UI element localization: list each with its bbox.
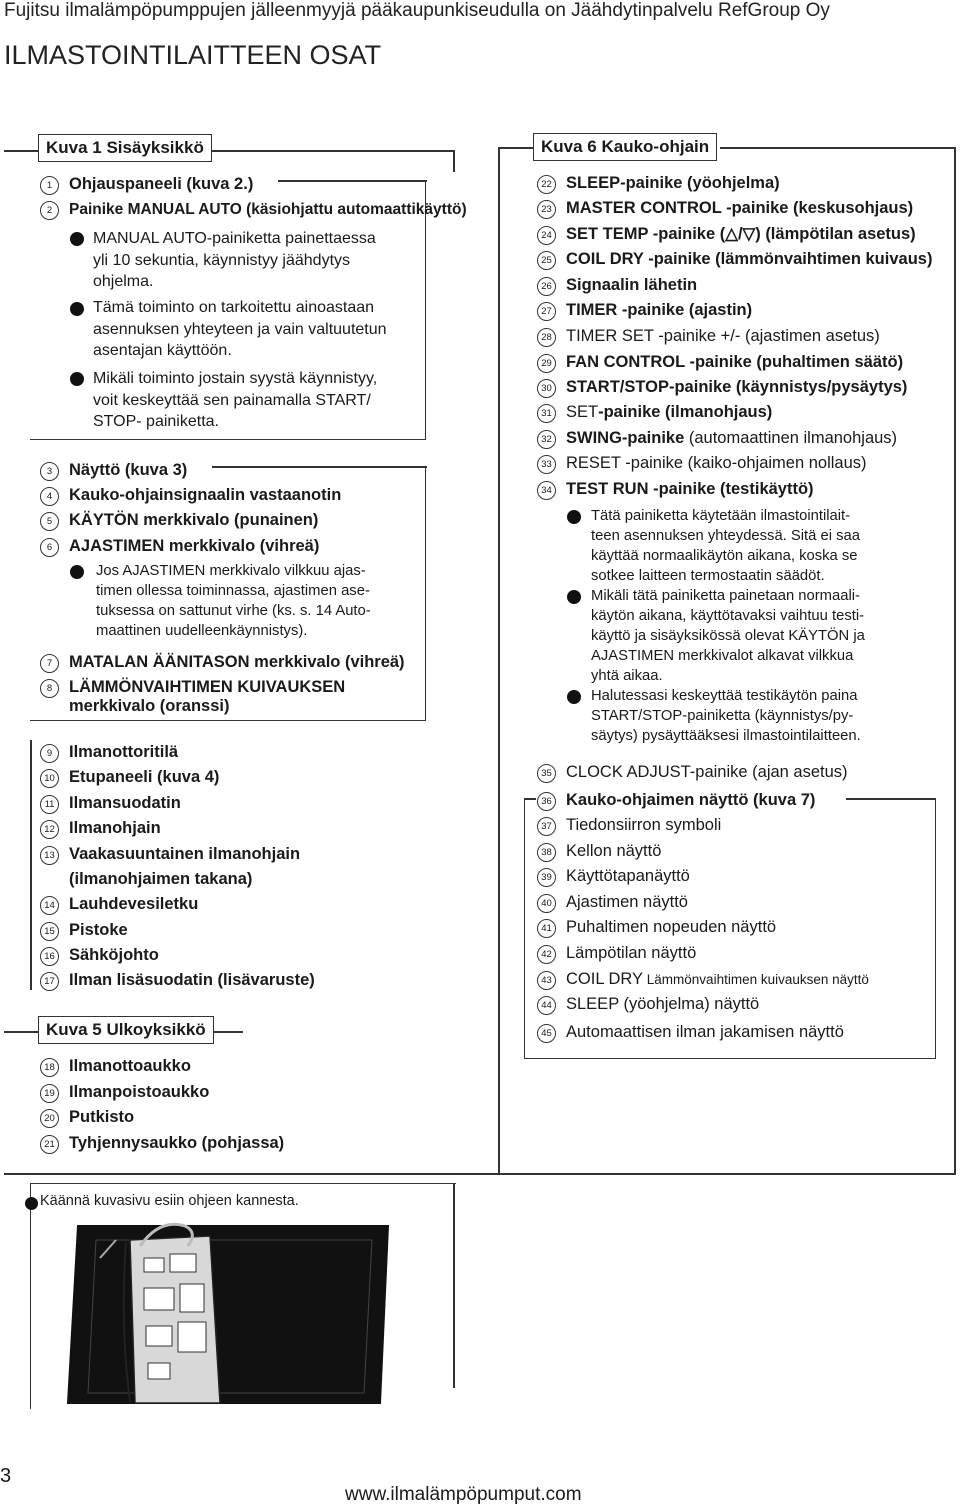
bullet-text [93,297,387,362]
item-text: (automaattinen ilmanohjaus) [684,429,898,447]
item-text: Lämpötilan näyttö [566,944,697,962]
item-number: 13 [40,846,59,865]
list-item [537,325,880,347]
item-text: Kellon näyttö [566,842,662,860]
divider-line [846,798,936,800]
item-number: 12 [40,820,59,839]
list-item [40,817,161,839]
text-line: säytys) pysäyttääksesi ilmastointilaitteen. [591,728,861,744]
item-text: TEST RUN -painike (testikäyttö) [566,480,814,498]
item-text: Ilmansuodatin [69,794,181,812]
item-text: Lauhdevesiletku [69,895,199,913]
item-number: 17 [40,972,59,991]
divider-line [720,147,956,149]
item-number: 44 [537,996,556,1015]
list-item [537,172,780,194]
text-line: ohjelma. [93,273,154,290]
text-line: Tämä toiminto on tarkoitettu ainoastaan [93,299,375,316]
list-item [40,944,159,966]
list-item-continuation: merkkivalo (oranssi) [69,697,230,715]
item-number: 10 [40,769,59,788]
divider-line [4,1173,956,1175]
list-item [537,274,697,296]
list-item [537,789,821,811]
bullet-icon [567,690,581,704]
divider-line [954,147,956,1174]
item-number: 14 [40,896,59,915]
text-line: Tätä painiketta käytetään ilmastointilait- [591,508,851,524]
list-item [537,299,752,321]
text-line: maattinen uudelleenkäynnistys). [96,623,308,639]
list-item [537,401,772,423]
item-text: MASTER CONTROL -painike (keskusohjaus) [566,199,914,217]
item-number: 18 [40,1058,59,1077]
item-text: AJASTIMEN merkkivalo (vihreä) [69,537,320,555]
item-number: 28 [537,328,556,347]
item-text: MATALAN ÄÄNITASON merkkivalo (vihreä) [69,653,405,671]
item-text: Vaakasuuntainen ilmanohjain [69,845,301,863]
item-text: Pistoke [69,921,128,939]
divider-line [213,1031,243,1033]
item-text: Etupaneeli (kuva 4) [69,768,220,786]
item-text: Näyttö (kuva 3) [69,461,188,479]
list-item [40,766,219,788]
list-item [40,173,253,195]
divider-line [210,150,455,152]
list-item [40,919,128,941]
item-text: Ohjauspaneeli (kuva 2.) [69,175,254,193]
item-text: Sähköjohto [69,946,159,964]
item-text: COIL DRY -painike (lämmönvaihtimen kuivaus) [566,250,933,268]
text-line: Halutessasi keskeyttää testikäytön paina [591,688,858,704]
bullet-text [96,561,371,641]
note-text: Käännä kuvasivu esiin ohjeen kannesta. [40,1193,299,1209]
list-item [40,535,319,557]
item-number: 32 [537,430,556,449]
item-text: ) (lämpötilan asetus) [755,225,916,243]
text-line: yli 10 sekuntia, käynnistyy jäähdytys [93,251,351,269]
text-line: käytön aikana, käyttötavaksi vaihtuu testi- [591,608,865,624]
item-number: 5 [40,512,59,531]
figure-5-label: Kuva 5 Ulkoyksikkö [38,1016,214,1044]
item-text: Käyttötapanäyttö [566,867,690,885]
bullet-text [93,368,377,433]
item-text: Ilmanottoritilä [69,743,179,761]
item-number: 11 [40,795,59,814]
item-number: 21 [40,1135,59,1154]
item-text: Kauko-ohjaimen näyttö (kuva 7) [566,791,816,809]
item-number: 16 [40,947,59,966]
item-text: COIL DRY [566,970,644,988]
list-item-continuation: (ilmanohjaimen takana) [69,870,253,888]
item-number: 23 [537,200,556,219]
book-illustration [60,1218,440,1413]
item-number: 9 [40,744,59,763]
list-item [537,865,690,887]
list-item [40,199,467,221]
list-item [40,1055,191,1077]
page-title: ILMASTOINTILAITTEEN OSAT [4,40,382,70]
item-text: TIMER SET -painike +/- (ajastimen asetus) [566,327,880,345]
list-item [537,351,903,373]
item-text: Signaalin lähetin [566,276,698,294]
text-line: yhtä aikaa. [591,668,663,684]
list-item [40,792,181,814]
item-number: 35 [537,764,556,783]
text-line: Jos AJASTIMEN merkkivalo vilkkuu ajas- [96,563,366,579]
item-text: CLOCK ADJUST-painike (ajan asetus) [566,763,848,781]
divider-line [4,1031,40,1033]
item-text: Tyhjennysaukko (pohjassa) [69,1134,285,1152]
text-line: STOP- painiketta. [93,413,219,430]
text-line: voit keskeyttää sen painamalla START/ [93,391,371,409]
text-line: Mikäli toiminto jostain syystä käynnistyy, [93,370,378,387]
figure-6-label: Kuva 6 Kauko-ohjain [533,133,717,161]
divider-line [453,150,455,172]
item-text: Puhaltimen nopeuden näyttö [566,918,777,936]
text-line: asennuksen yhteyteen ja vain valtuutetun [93,320,387,338]
bullet-icon [25,1197,38,1210]
item-number: 36 [537,792,556,811]
list-item [537,840,661,862]
list-item [537,452,867,474]
list-item [40,843,300,865]
list-item [537,814,721,836]
item-text: TIMER -painike (ajastin) [566,301,753,319]
page-header: Fujitsu ilmalämpöpumppujen jälleenmyyjä pääkaupunkiseudulla on Jäähdytinpalvelu RefGroup Oy [4,0,830,21]
item-number: 20 [40,1109,59,1128]
text-line: tuksessa on sattunut virhe (ks. s. 14 Auto- [96,603,371,619]
bullet-icon [567,510,581,524]
item-text: Ilmanottoaukko [69,1057,191,1075]
text-line: timen ollessa toiminnassa, ajastimen ase- [96,583,370,599]
bullet-icon [70,565,84,579]
divider-line [278,180,427,182]
item-text: SET [566,403,599,421]
list-item [537,968,869,991]
page-number: 3 [0,1465,12,1487]
item-number: 37 [537,817,556,836]
bullet-icon [70,372,84,386]
item-text: Ajastimen näyttö [566,893,688,911]
text-line: käyttö ja sisäyksikössä olevat KÄYTÖN ja [591,628,865,644]
divider-line [498,147,500,1174]
item-text: SLEEP (yöohjelma) näyttö [566,995,760,1013]
text-line: Mikäli tätä painiketta painetaan normaali- [591,588,860,604]
list-item [537,916,776,938]
footer-url: www.ilmalämpöpumput.com [345,1484,582,1505]
item-text: FAN CONTROL -painike (puhaltimen säätö) [566,353,904,371]
item-number: 8 [40,679,59,698]
item-number: 1 [40,176,59,195]
item-text: Lämmönvaihtimen kuivauksen näyttö [643,972,869,987]
list-item [40,1081,209,1103]
item-number: 26 [537,277,556,296]
list-item [537,248,932,270]
triangle-up-icon: △ [725,225,738,243]
bullet-icon [70,232,84,246]
text-line: käyttää normaalikäytön aikana, koska se [591,548,858,564]
item-number: 27 [537,302,556,321]
item-text: Kauko-ohjainsignaalin vastaanotin [69,486,342,504]
bullet-icon [70,302,84,316]
item-number: 4 [40,487,59,506]
divider-line [212,466,427,468]
figure-1-label: Kuva 1 Sisäyksikkö [38,134,212,162]
item-number: 31 [537,404,556,423]
list-item [40,651,405,673]
list-item [40,509,318,531]
list-item [537,761,848,783]
bullet-icon [567,590,581,604]
list-item [537,376,907,398]
text-line: teen asennuksen yhteydessä. Sitä ei saa [591,528,860,544]
triangle-down-icon: ▽ [742,225,756,243]
item-number: 40 [537,894,556,913]
item-number: 34 [537,481,556,500]
item-text: START/STOP-painike (käynnistys/pysäytys) [566,378,908,396]
text-line: MANUAL AUTO-painiketta painettaessa [93,230,376,247]
divider-line [30,740,32,990]
item-number: 29 [537,354,556,373]
list-item [537,891,688,913]
list-item [40,1132,284,1154]
item-text: SLEEP-painike (yöohjelma) [566,174,780,192]
item-number: 19 [40,1084,59,1103]
list-item [537,427,897,449]
item-number: 6 [40,538,59,557]
item-text: Automaattisen ilman jakamisen näyttö [566,1023,844,1041]
item-number: 22 [537,175,556,194]
list-item [537,942,696,964]
item-text: Tiedonsiirron symboli [566,816,722,834]
divider-line [4,150,40,152]
text-line: sotkee laitteen termostaatin säädöt. [591,568,825,584]
item-number: 2 [40,201,59,220]
item-number: 15 [40,922,59,941]
item-text: Ilmanpoistoaukko [69,1083,210,1101]
list-item [40,893,198,915]
item-text: -painike (ilmanohjaus) [598,403,773,421]
list-item [40,741,178,763]
list-item [40,1106,134,1128]
item-text: SWING-painike [566,429,685,447]
item-number: 7 [40,654,59,673]
text-line: AJASTIMEN merkkivalot alkavat vilkkua [591,648,854,664]
divider-line [498,147,534,149]
item-number: 38 [537,843,556,862]
item-number: 25 [537,251,556,270]
list-item [537,993,759,1015]
bullet-text [591,586,865,686]
item-number: 45 [537,1024,556,1043]
list-item [537,478,814,500]
item-text: SET TEMP -painike ( [566,225,726,243]
list-item [537,197,913,219]
item-text: Putkisto [69,1108,135,1126]
item-text: RESET -painike (kaiko-ohjaimen nollaus) [566,454,867,472]
text-line: START/STOP-painiketta (käynnistys/py- [591,708,854,724]
item-text: KÄYTÖN merkkivalo (punainen) [69,511,319,529]
bullet-text [93,228,376,293]
item-text: Painike MANUAL AUTO (käsiohjattu automaattikäyttö) [69,201,467,218]
bullet-text [591,686,861,746]
list-item: 24 SET TEMP -painike (△/▽) (lämpötilan asetus) [537,223,916,245]
divider-line [453,1183,455,1388]
list-item [40,969,315,991]
divider-line [524,798,536,800]
item-number: 43 [537,971,556,990]
item-number: 33 [537,455,556,474]
item-text: LÄMMÖNVAIHTIMEN KUIVAUKSEN [69,678,346,696]
text-line: asentajan käyttöön. [93,342,232,359]
item-text: Ilman lisäsuodatin (lisävaruste) [69,971,315,989]
item-number: 30 [537,379,556,398]
item-number: 24 [537,226,556,245]
item-text: Ilmanohjain [69,819,161,837]
list-item [40,459,187,481]
item-number: 3 [40,462,59,481]
item-number: 39 [537,868,556,887]
list-item [537,1021,844,1043]
item-number: 41 [537,919,556,938]
bullet-text [591,506,860,586]
item-number: 42 [537,945,556,964]
list-item [40,484,341,506]
